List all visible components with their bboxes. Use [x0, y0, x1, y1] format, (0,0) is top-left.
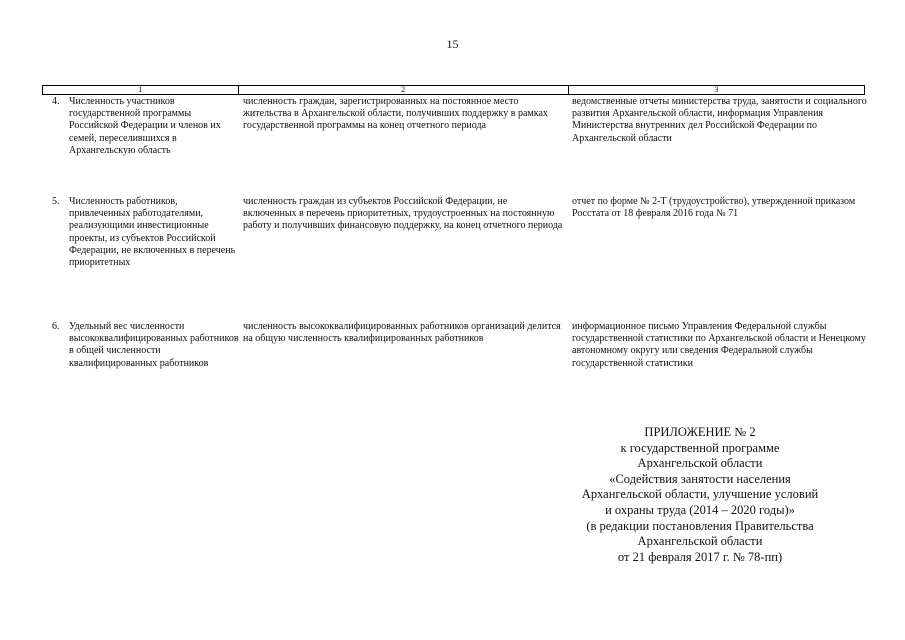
- row-number: 6.: [52, 321, 60, 332]
- table-column-header: [42, 85, 865, 95]
- appendix-line: от 21 февраля 2017 г. № 78-пп): [617, 549, 783, 564]
- column-header-1: 1: [42, 86, 238, 94]
- definition-cell: численность высококвалифицированных работников организаций делится на общую численность квалифицированных работников: [243, 321, 561, 345]
- column-header-3: 3: [568, 86, 865, 94]
- definition-cell: численность граждан, зарегистрированных на постоянное место жительства в Архангельской области, получивших поддержку в рамках государственной программы на конец отчетного периода: [243, 96, 548, 132]
- indicator-cell: Численность участников государственной программы Российской Федерации и членов их семей, переселившихся в Архангельскую область: [69, 96, 221, 156]
- definition-cell: численность граждан из субъектов Российской Федерации, не включенных в перечень приоритетных, трудоустроенных на постоянную работу и получивших финансовую поддержку, на конец отчетного периода: [243, 196, 563, 232]
- source-cell: отчет по форме № 2-Т (трудоустройство), утвержденной приказом Росстата от 18 февраля 2016 года № 71: [572, 196, 856, 220]
- source-cell: ведомственные отчеты министерства труда, занятости и социального развития Архангельской области, информация Управления Министерства внутренних дел Российской Федерации по Архангельской области: [572, 96, 867, 144]
- appendix-heading: [530, 425, 870, 565]
- source-cell: информационное письмо Управления Федеральной службы государственной статистики по Архангельской области и Ненецкому автономному округу или сведения Федеральной службы государственной статистики: [572, 321, 866, 369]
- page-number: 15: [446, 37, 459, 51]
- appendix-line: и охраны труда (2014 – 2020 годы)»: [605, 502, 795, 517]
- appendix-line: Архангельской области, улучшение условий: [581, 487, 819, 502]
- indicator-cell: Численность работников, привлеченных работодателями, реализующими инвестиционные проекты, из субъектов Российской Федерации, не включенных в перечень приоритетных: [69, 196, 236, 269]
- appendix-title: ПРИЛОЖЕНИЕ № 2: [644, 425, 756, 439]
- row-number: 4.: [52, 96, 60, 107]
- column-header-2: 2: [238, 86, 568, 94]
- indicator-cell: Удельный вес численности высококвалифицированных работников в общей численности квалифицированных работников: [69, 321, 239, 369]
- appendix-line: Архангельской области: [637, 534, 763, 549]
- row-number: 5.: [52, 196, 60, 207]
- appendix-line: Архангельской области: [637, 456, 763, 471]
- appendix-line: (в редакции постановления Правительства: [586, 518, 814, 533]
- appendix-line: «Содействия занятости населения: [609, 471, 791, 486]
- appendix-line: к государственной программе: [620, 440, 780, 455]
